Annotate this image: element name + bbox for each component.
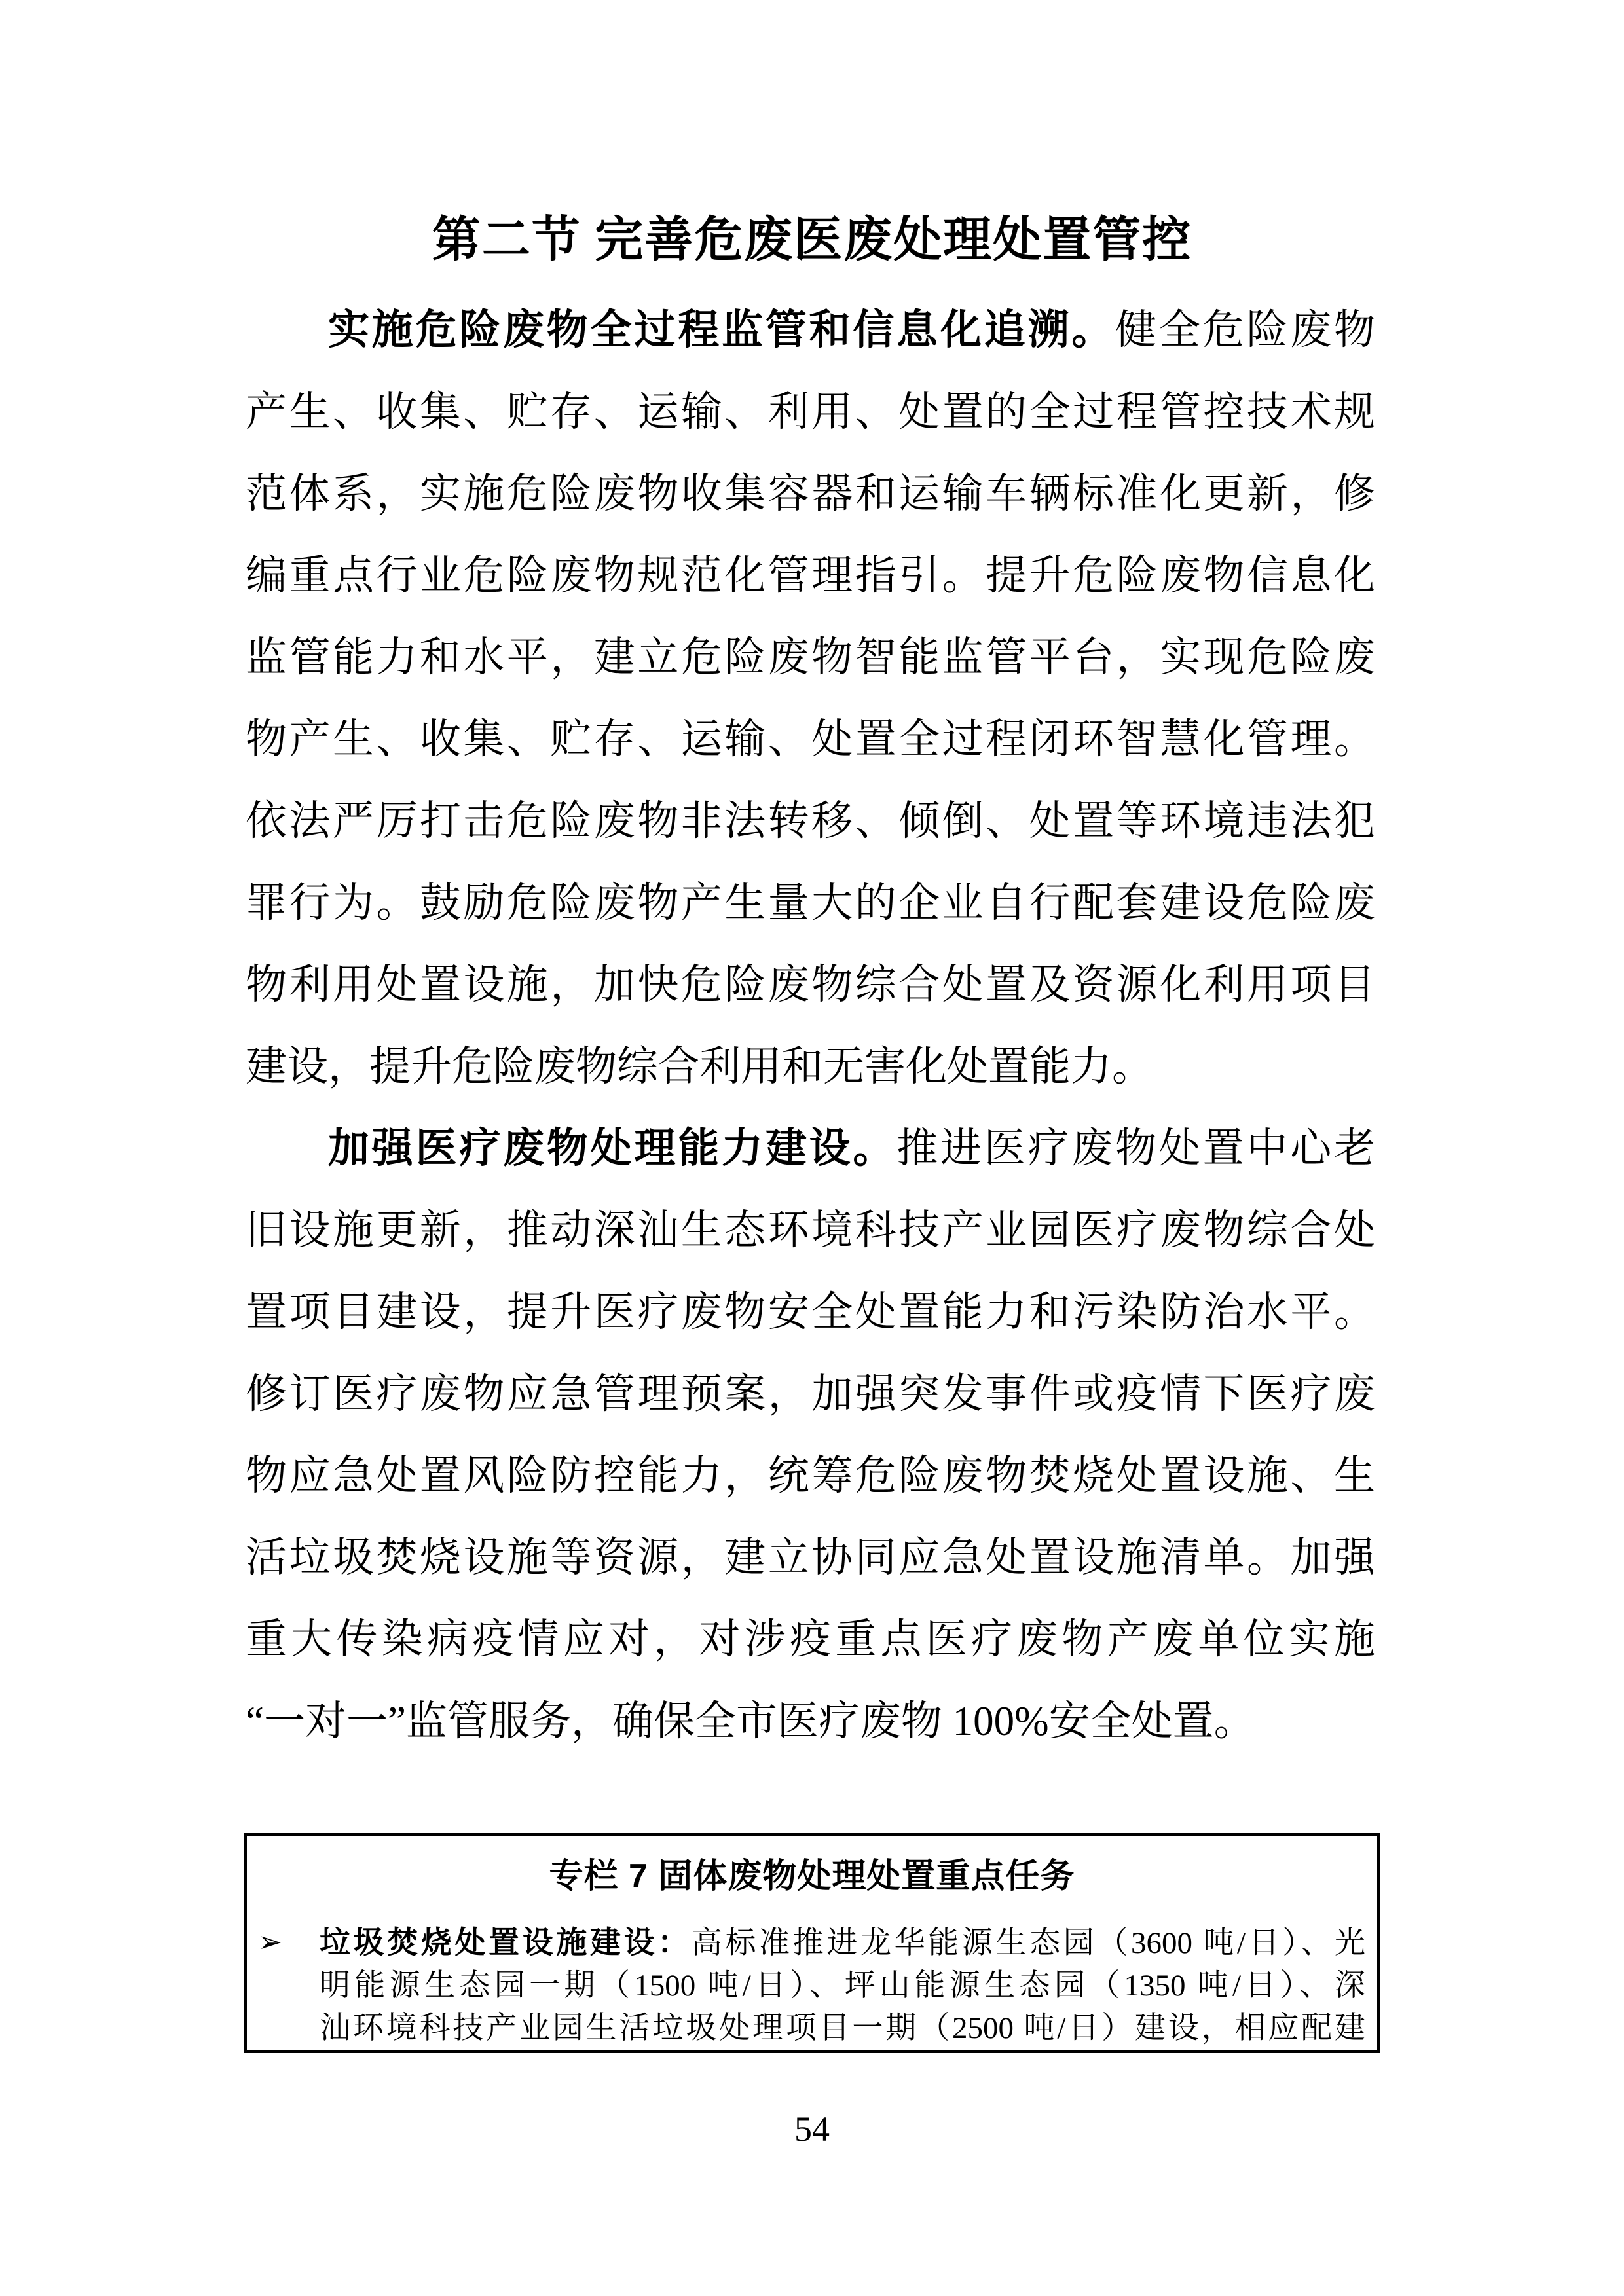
callout-lines (320, 1921, 1365, 2049)
arrow-bullet-icon: ➢ (258, 1925, 282, 1959)
line-text: 物产生、收集、贮存、运输、处置全过程闭环智慧化管理。 (246, 716, 1375, 762)
body-line (246, 289, 1375, 371)
body-line (246, 535, 1375, 617)
bold-lead-text: 实施危险废物全过程监管和信息化追溯。 (328, 307, 1116, 353)
callout-line (320, 2006, 1365, 2049)
body-line (246, 1353, 1375, 1435)
line-text: 活垃圾焚烧设施等资源，建立协同应急处置设施清单。加强 (246, 1535, 1375, 1580)
body-line (246, 617, 1375, 699)
body-line (246, 944, 1375, 1026)
body-line (246, 453, 1375, 535)
line-text: 范体系，实施危险废物收集容器和运输车辆标准化更新，修 (246, 471, 1375, 517)
line-text: 产生、收集、贮存、运输、利用、处置的全过程管控技术规 (246, 389, 1375, 435)
line-text: 建设，提升危险废物综合利用和无害化处置能力。 (246, 1044, 1153, 1089)
bold-lead-text: 加强医疗废物处理能力建设。 (328, 1125, 897, 1171)
section-heading: 第二节 完善危废医废处理处置管控 (432, 213, 1192, 267)
body-line (246, 1190, 1375, 1271)
body-line (246, 1435, 1375, 1517)
line-text: 明能源生态园一期（1500 吨/日）、坪山能源生态园（1350 吨/日）、深 (320, 1969, 1365, 2003)
page-number: 54 (794, 2109, 830, 2149)
line-text: 修订医疗废物应急管理预案，加强突发事件或疫情下医疗废 (246, 1371, 1375, 1417)
body-line (246, 780, 1375, 862)
body-line (246, 699, 1375, 780)
line-text: 旧设施更新，推动深汕生态环境科技产业园医疗废物综合处 (246, 1207, 1375, 1253)
line-text: 编重点行业危险废物规范化管理指引。提升危险废物信息化 (246, 553, 1375, 598)
body-line (246, 1026, 1375, 1108)
body-line (246, 862, 1375, 944)
line-text: 重大传染病疫情应对，对涉疫重点医疗废物产废单位实施 (246, 1616, 1375, 1662)
callout-box-body (247, 1921, 1377, 2049)
line-text: 推进医疗废物处置中心老 (896, 1125, 1376, 1171)
line-text: 物应急处置风险防控能力，统筹危险废物焚烧处置设施、生 (246, 1453, 1375, 1499)
line-text: 物利用处置设施，加快危险废物综合处置及资源化利用项目 (246, 962, 1375, 1008)
line-text: 置项目建设，提升医疗废物安全处置能力和污染防治水平。 (246, 1289, 1375, 1335)
line-text: 健全危险废物 (1115, 307, 1376, 353)
bold-lead-text: 垃圾焚烧处置设施建设： (320, 1925, 692, 1959)
callout-box-title: 专栏 7 固体废物处理处置重点任务 (549, 1857, 1075, 1895)
line-text: 监管能力和水平，建立危险废物智能监管平台，实现危险废 (246, 634, 1375, 680)
body-line (246, 1681, 1375, 1762)
body-line (246, 1517, 1375, 1599)
body-paragraphs (246, 289, 1375, 1762)
callout-line (320, 1921, 1365, 1963)
line-text: 依法严厉打击危险废物非法转移、倾倒、处置等环境违法犯 (246, 798, 1375, 844)
line-text: 高标准推进龙华能源生态园（3600 吨/日）、光 (691, 1926, 1366, 1960)
body-line (246, 1599, 1375, 1681)
callout-line (320, 1963, 1365, 2006)
body-line (246, 1108, 1375, 1190)
body-line (246, 1271, 1375, 1353)
callout-box (244, 1833, 1380, 2053)
body-line (246, 371, 1375, 453)
line-text: “一对一”监管服务，确保全市医疗废物 100%安全处置。 (246, 1698, 1255, 1744)
line-text: 罪行为。鼓励危险废物产生量大的企业自行配套建设危险废 (246, 880, 1375, 926)
line-text: 汕环境科技产业园生活垃圾处理项目一期（2500 吨/日）建设，相应配建 (320, 2011, 1365, 2045)
